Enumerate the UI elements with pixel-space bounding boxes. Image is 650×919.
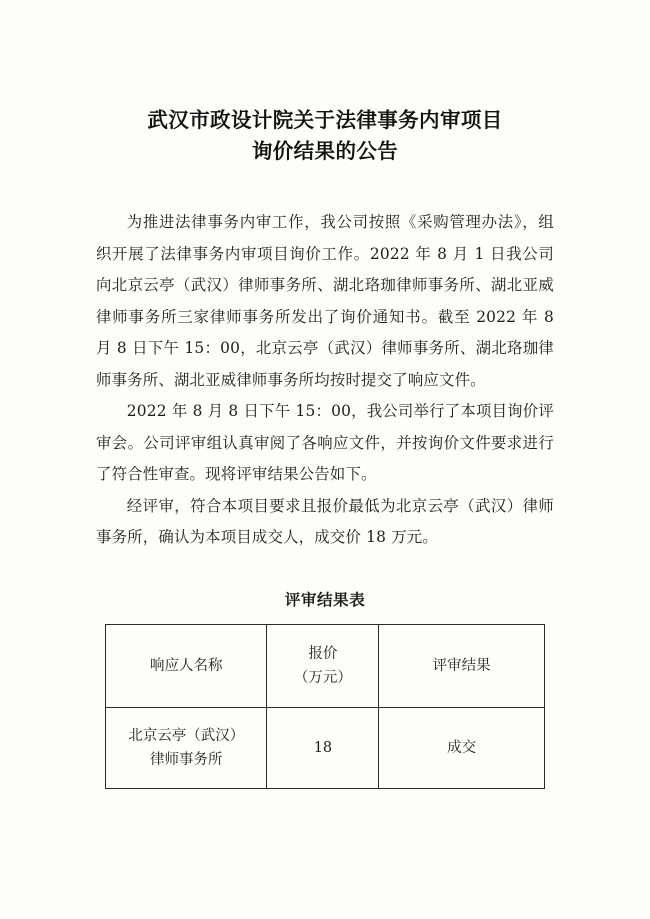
cell-price: 18: [267, 707, 379, 788]
header-evaluation-result: 评审结果: [379, 624, 545, 707]
cell-respondent-name-line-1: 北京云亭（武汉）: [128, 727, 245, 744]
cell-evaluation-result: 成交: [379, 707, 545, 788]
document-title-line-1: 武汉市政设计院关于法律事务内审项目: [147, 108, 503, 132]
cell-respondent-name: [106, 707, 267, 788]
paragraph-3: 经评审，符合本项目要求且报价最低为北京云亭（武汉）律师事务所，确认为本项目成交人，成交价 18 万元。: [96, 496, 554, 546]
header-price-line-1: 报价: [308, 645, 338, 662]
table-body: [106, 707, 545, 788]
paragraph-1: 为推进法律事务内审工作，我公司按照《采购管理办法》，组织开展了法律事务内审项目询价工作。2022 年 8 月 1 日我公司向北京云亭（武汉）律师事务所、湖北珞珈律师事务所、湖北亚威律师事务所三家律师事务所发出了询价通知书。截至 2022 年 8 月 8 日下午 15：00，北京云亭（武汉）律师事务所、湖北珞珈律师事务所、湖北亚威律师事务所均按时提交了响应文件。: [96, 213, 554, 389]
evaluation-result-table: [105, 624, 545, 789]
cell-respondent-name-line-2: 律师事务所: [149, 751, 223, 768]
table-caption: 评审结果表: [284, 589, 366, 609]
header-price-line-2: （万元）: [293, 669, 352, 686]
document-title: [96, 105, 554, 167]
table-row: [106, 707, 545, 788]
paragraph-2: 2022 年 8 月 8 日下午 15：00，我公司举行了本项目询价评审会。公司评审组认真审阅了各响应文件，并按询价文件要求进行了符合性审查。现将评审结果公告如下。: [96, 402, 554, 483]
document-title-line-2: 询价结果的公告: [251, 139, 399, 163]
header-price: [267, 624, 379, 707]
document-body: [96, 105, 554, 789]
table-header: [106, 624, 545, 707]
header-respondent-name: 响应人名称: [106, 624, 267, 707]
table-header-row: [106, 624, 545, 707]
